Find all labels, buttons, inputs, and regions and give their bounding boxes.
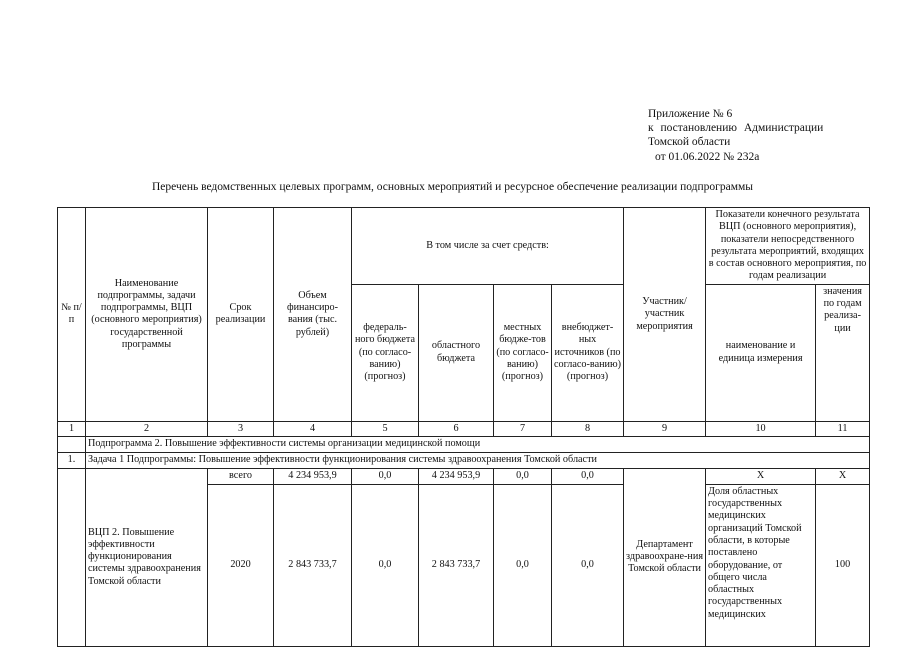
document-title: Перечень ведомственных целевых программ, основных мероприятий и ресурсное обеспечение реализации подпрограммы — [151, 181, 754, 193]
vcp-indicator-name: Доля областных государственных медицинских организаций Томской области, в которые поставлено оборудование, от общего числа областных государственных медицинских — [706, 484, 816, 646]
total-indicator-value: X — [816, 468, 870, 484]
col-number: 5 — [352, 421, 419, 436]
vcp-participant: Департамент здравоохране-ния Томской области — [624, 468, 706, 646]
col-number: 11 — [816, 421, 870, 436]
header-volume: Объем финансиро-вания (тыс. рублей) — [274, 208, 352, 422]
appendix-number: Приложение № 6 — [648, 108, 733, 120]
total-period: всего — [208, 468, 274, 484]
header-including: В том числе за счет средств: — [352, 208, 624, 285]
task-row — [58, 452, 870, 468]
total-indicator-name: X — [706, 468, 816, 484]
col-number: 10 — [706, 421, 816, 436]
total-local: 0,0 — [494, 468, 552, 484]
total-row — [58, 468, 870, 484]
vcp-name: ВЦП 2. Повышение эффективности функционирования системы здравоохранения Томской области — [86, 468, 208, 646]
appendix-block — [648, 107, 888, 164]
task-number: 1. — [58, 452, 86, 468]
col-number: 4 — [274, 421, 352, 436]
header-indicators: Показатели конечного результата ВЦП (основного мероприятия), показатели непосредственного результата мероприятий, входящих в состав основного мероприятия, по годам реализации — [706, 208, 870, 285]
column-numbers-row — [58, 421, 870, 436]
header-period: Срок реализации — [208, 208, 274, 422]
vcp-period: 2020 — [208, 484, 274, 646]
task-title: Задача 1 Подпрограммы: Повышение эффективности функционирования системы здравоохранения Томской области — [86, 452, 870, 468]
subprogram-no-cell — [58, 436, 86, 452]
program-table — [57, 207, 870, 647]
vcp-offbudget: 0,0 — [552, 484, 624, 646]
appendix-resolution: к постановлению Администрации — [648, 122, 824, 135]
appendix-date: от 01.06.2022 № 232а — [655, 150, 760, 163]
total-volume: 4 234 953,9 — [274, 468, 352, 484]
header-regional: областного бюджета — [419, 284, 494, 421]
header-offbudget: внебюджет-ных источников (по согласо-ванию) (прогноз) — [552, 284, 624, 421]
header-no: № п/п — [58, 208, 86, 422]
col-number: 7 — [494, 421, 552, 436]
header-indicator-name: наименование и единица измерения — [706, 284, 816, 421]
header-name: Наименование подпрограммы, задачи подпрограммы, ВЦП (основного мероприятия) государственной программы — [86, 208, 208, 422]
vcp-federal: 0,0 — [352, 484, 419, 646]
col-number: 3 — [208, 421, 274, 436]
header-indicator-values: значения по годам реализа-ции — [816, 284, 870, 421]
header-participant: Участник/ участник мероприятия — [624, 208, 706, 422]
vcp-no-cell — [58, 468, 86, 646]
subprogram-title: Подпрограмма 2. Повышение эффективности системы организации медицинской помощи — [86, 436, 870, 452]
vcp-local: 0,0 — [494, 484, 552, 646]
total-offbudget: 0,0 — [552, 468, 624, 484]
vcp-volume: 2 843 733,7 — [274, 484, 352, 646]
col-number: 1 — [58, 421, 86, 436]
col-number: 9 — [624, 421, 706, 436]
subprogram-row — [58, 436, 870, 452]
total-federal: 0,0 — [352, 468, 419, 484]
total-regional: 4 234 953,9 — [419, 468, 494, 484]
vcp-indicator-value: 100 — [816, 484, 870, 646]
header-federal: федераль-ного бюджета (по согласо-ванию) (прогноз) — [352, 284, 419, 421]
vcp-regional: 2 843 733,7 — [419, 484, 494, 646]
col-number: 6 — [419, 421, 494, 436]
col-number: 2 — [86, 421, 208, 436]
header-row-1 — [58, 208, 870, 285]
appendix-region: Томской области — [648, 136, 731, 149]
col-number: 8 — [552, 421, 624, 436]
header-local: местных бюдже-тов (по согласо-ванию) (прогноз) — [494, 284, 552, 421]
